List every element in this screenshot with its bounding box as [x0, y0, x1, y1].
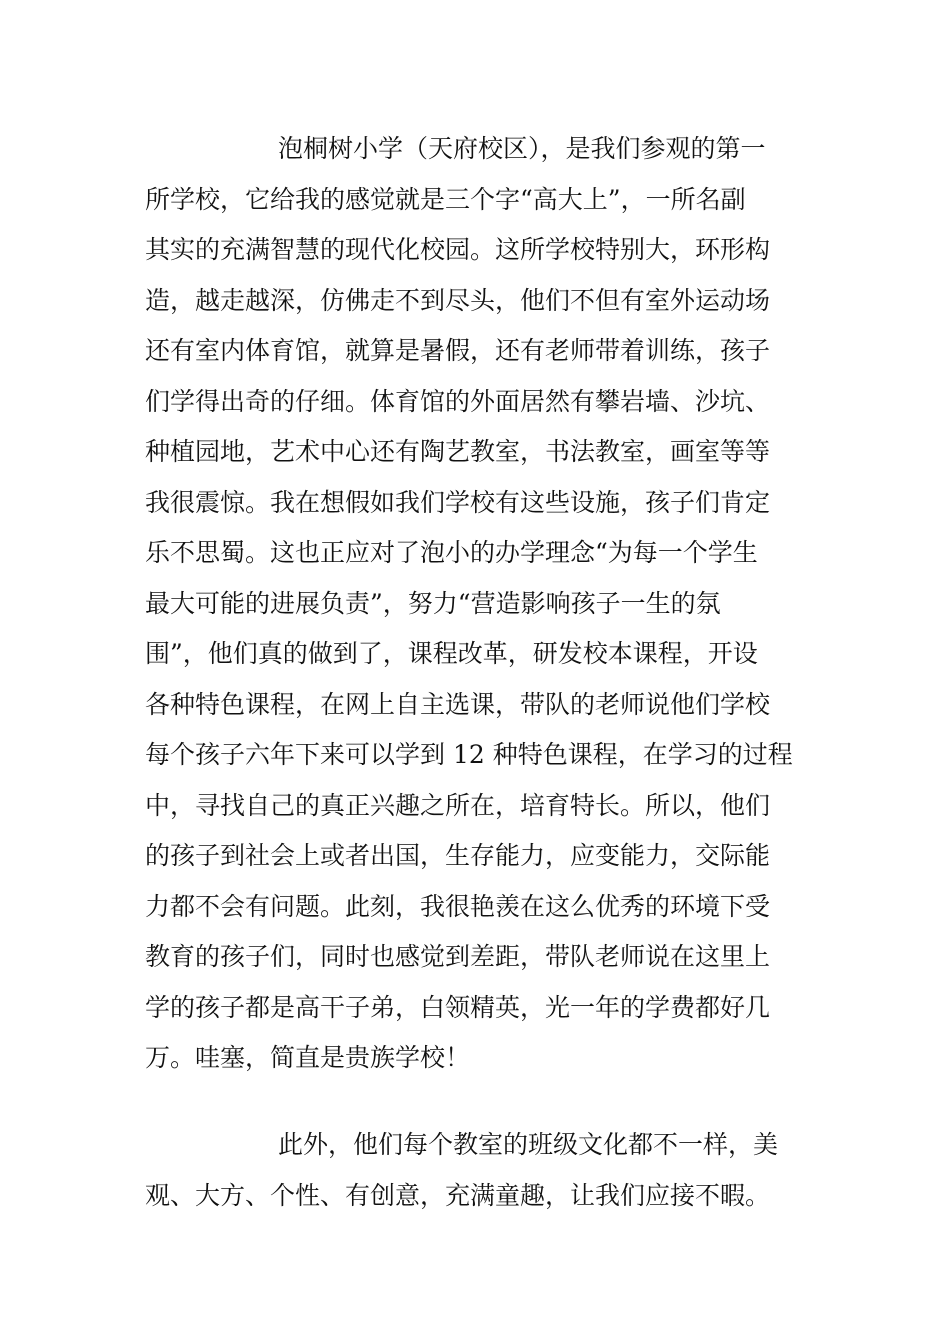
paragraph-line: 泡桐树小学（天府校区），是我们参观的第一 — [278, 134, 766, 163]
paragraph-line: 最大可能的进展负责”，努力“营造影响孩子一生的氛 — [145, 588, 721, 618]
paragraph-line: 万。哇塞，简直是贵族学校！ — [145, 1043, 471, 1072]
paragraph-line: 此外，他们每个教室的班级文化都不一样，美 — [278, 1130, 779, 1159]
paragraph-line: 们学得出奇的仔细。体育馆的外面居然有攀岩墙、沙坑、 — [145, 386, 771, 416]
paragraph-line: 各种特色课程，在网上自主选课，带队的老师说他们学校 — [145, 689, 771, 719]
paragraph-line: 还有室内体育馆，就算是暑假，还有老师带着训练，孩子 — [145, 336, 771, 365]
paragraph-line: 其实的充满智慧的现代化校园。这所学校特别大，环形构 — [145, 235, 771, 264]
paragraph-line: 学的孩子都是高干子弟，白领精英，光一年的学费都好几 — [145, 992, 771, 1022]
paragraph-line: 力都不会有问题。此刻，我很艳羡在这么优秀的环境下受 — [145, 891, 771, 921]
paragraph-line: 的孩子到社会上或者出国，生存能力，应变能力，交际能 — [145, 841, 771, 870]
paragraph-line: 观、大方、个性、有创意，充满童趣，让我们应接不暇。 — [145, 1180, 771, 1210]
paragraph-line: 所学校，它给我的感觉就是三个字“高大上”，一所名副 — [145, 184, 746, 214]
paragraph-line: 中，寻找自己的真正兴趣之所在，培育特长。所以，他们 — [145, 790, 771, 820]
paragraph-2 — [145, 1120, 810, 1221]
paragraph-line: 造，越走越深，仿佛走不到尽头，他们不但有室外运动场 — [145, 285, 771, 315]
paragraph-line: 乐不思蜀。这也正应对了泡小的办学理念“为每一个学生 — [145, 538, 758, 567]
paragraph-line: 种植园地，艺术中心还有陶艺教室，书法教室，画室等等 — [145, 437, 771, 466]
paragraph-line: 围”，他们真的做到了，课程改革，研发校本课程，开设 — [145, 639, 758, 668]
paragraph-line: 教育的孩子们，同时也感觉到差距，带队老师说在这里上 — [145, 942, 771, 971]
paragraph-line: 我很震惊。我在想假如我们学校有这些设施，孩子们肯定 — [145, 487, 771, 517]
paragraph-line: 每个孩子六年下来可以学到 12 种特色课程，在学习的过程 — [145, 740, 793, 769]
paragraph-1 — [145, 124, 810, 1084]
